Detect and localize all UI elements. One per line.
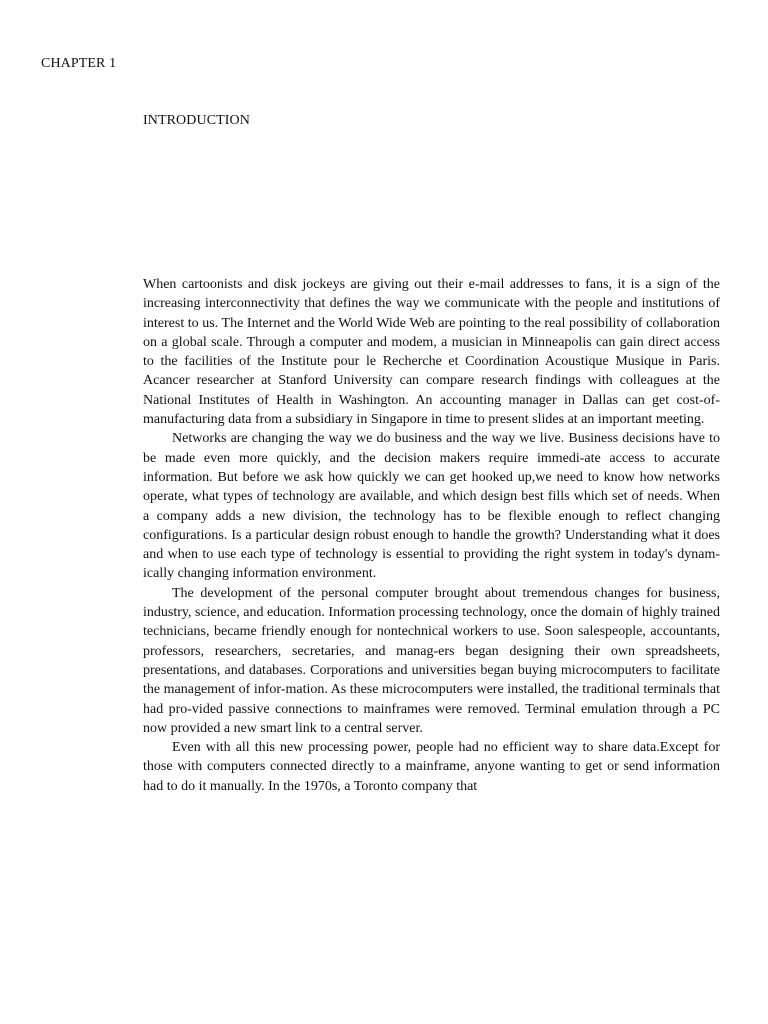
- body-text: [143, 275, 720, 796]
- paragraph-1: When cartoonists and disk jockeys are giving out their e-mail addresses to fans, it is a sign of the increasing interconnectivity that defines the way we communicate with the people and institutions of interest to us. The Internet and the World Wide Web are pointing to the real possibility of collaboration on a global scale. Through a computer and modem, a musician in Minneapolis can gain direct access to the facilities of the Institute pour le Recherche et Coordination Acoustique Musique in Paris. Acancer researcher at Stanford University can compare research findings with colleagues at the National Institutes of Health in Washington. An accounting manager in Dallas can get cost-of-manufacturing data from a subsidiary in Singapore in time to present slides at an important meeting.: [143, 277, 720, 428]
- paragraph-4: Even with all this new processing power, people had no efficient way to share data.Except for those with computers connected directly to a mainframe, anyone wanting to get or send information had to do it manually. In the 1970s, a Toronto company that: [143, 740, 720, 794]
- paragraph-2: Networks are changing the way we do business and the way we live. Business decisions have to be made even more quickly, and the decision makers require immedi-ate access to accurate information. But before we ask how quickly we can get hooked up,we need to know how networks operate, what types of technology are available, and which design best fills which set of needs. When a company adds a new division, the technology has to be flexible enough to reflect changing configurations. Is a particular design robust enough to handle the growth? Understanding what it does and when to use each type of technology is essential to providing the right system in today's dynam-ically changing information environment.: [143, 431, 720, 582]
- paragraph-3: The development of the personal computer brought about tremendous changes for business, industry, science, and education. Information processing technology, once the domain of highly trained technicians, became friendly enough for nontechnical workers to use. Soon salespeople, accountants, professors, researchers, secretaries, and manag-ers began designing their own spreadsheets, presentations, and databases. Corporations and universities began buying microcomputers to facilitate the management of infor-mation. As these microcomputers were installed, the traditional terminals that had pro-vided passive connections to mainframes were removed. Terminal emulation through a PC now provided a new smart link to a central server.: [143, 585, 720, 736]
- chapter-label: CHAPTER 1: [41, 56, 117, 71]
- section-title: INTRODUCTION: [143, 113, 250, 128]
